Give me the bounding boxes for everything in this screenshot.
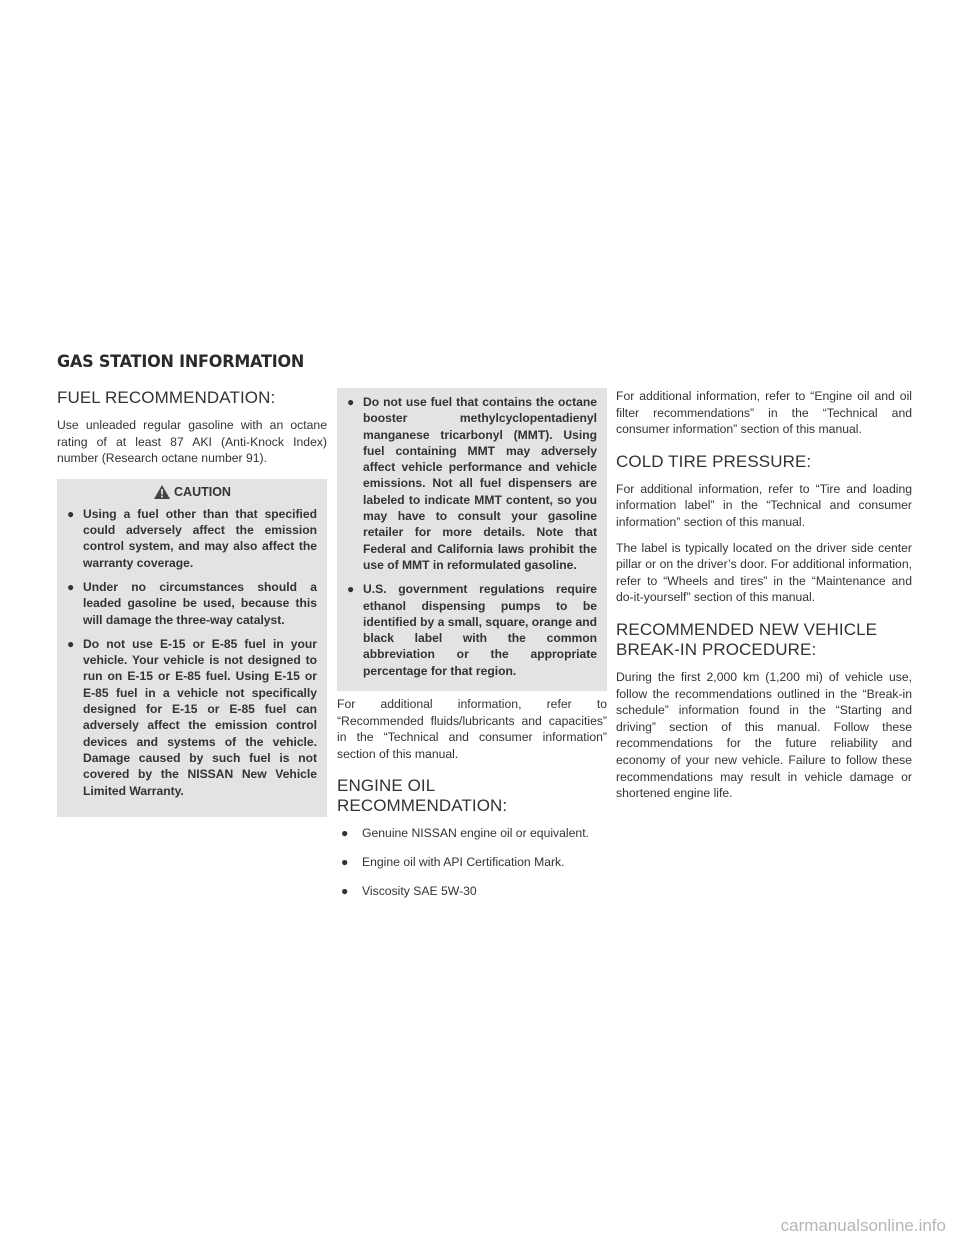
bullet-icon: ● — [341, 883, 349, 898]
tire-body-2: The label is typically located on the driver side center pillar or on the driver’s door. For additional information, refer to “Wheels and tires” in the “Maintenance and do-it-yourself” section of this manual. — [616, 540, 912, 605]
bullet-icon: ● — [341, 855, 349, 870]
column-1 — [57, 388, 327, 817]
section-title: GAS STATION INFORMATION — [57, 352, 305, 371]
caution-box — [57, 479, 327, 817]
breakin-heading — [616, 620, 912, 660]
tire-body-1: For additional information, refer to “Tire and loading information label” in the “Technical and consumer information” section of this manual. — [616, 481, 912, 529]
bullet-icon: ● — [347, 582, 355, 597]
column-2 — [337, 388, 607, 911]
list-item: ● Engine oil with API Certification Mark. — [341, 855, 565, 870]
watermark: carmanualsonline.info — [780, 1216, 946, 1235]
engine-oil-heading: ENGINE OIL RECOMMENDATION: — [337, 776, 508, 816]
engine-oil-list — [337, 825, 607, 899]
tire-heading: COLD TIRE PRESSURE: — [616, 451, 812, 471]
list-item: ● Genuine NISSAN engine oil or equivalent. — [341, 826, 589, 841]
warning-triangle-icon — [153, 484, 171, 500]
caution-box-continued — [337, 388, 607, 691]
column-3 — [616, 388, 912, 811]
caution-list-1 — [67, 506, 317, 799]
fuel-body: Use unleaded regular gasoline with an octane rating of at least 87 AKI (Anti-Knock Index) number (Research octane number 91). — [57, 418, 327, 466]
caution-item: ● Using a fuel other than that specified could adversely affect the emission control system, and may also affect the warranty coverage. — [67, 506, 317, 570]
bullet-icon: ● — [67, 579, 75, 594]
breakin-heading-line1: RECOMMENDED NEW VEHICLE — [616, 619, 878, 639]
breakin-heading-line2: BREAK-IN PROCEDURE: — [616, 639, 817, 659]
fuel-additional-info: For additional information, refer to “Recommended fluids/lubricants and capacities” in the “Technical and consumer information” section of this manual. — [337, 697, 607, 761]
list-item: ● Viscosity SAE 5W-30 — [341, 883, 477, 898]
caution-item: ● Do not use E-15 or E-85 fuel in your vehicle. Your vehicle is not designed to run on E-15 or E-85 fuel. Using E-15 or E-85 fuel in a vehicle not specifically designed for E-15 or E-85 fuel can adversely affect the emission control devices and systems of the vehicle. Damage caused by such fuel is not covered by the NISSAN New Vehicle Limited Warranty. — [67, 636, 317, 798]
bullet-icon: ● — [341, 826, 349, 841]
caution-list-2 — [347, 394, 597, 679]
breakin-body: During the first 2,000 km (1,200 mi) of vehicle use, follow the recommendations outlined in the “Break-in schedule” information found in the “Starting and driving” section of this manual. Follow these recommendations for the future reliability and economy of your new vehicle. Failure to follow these recommendations may result in vehicle damage or shortened engine life. — [616, 669, 912, 801]
engine-oil-additional-info: For additional information, refer to “Engine oil and oil filter recommendations” in the “Technical and consumer information” section of this manual. — [616, 389, 912, 437]
bullet-icon: ● — [67, 506, 75, 521]
caution-item: ● Under no circumstances should a leaded gasoline be used, because this will damage the three-way catalyst. — [67, 579, 317, 627]
fuel-heading: FUEL RECOMMENDATION: — [57, 388, 276, 407]
caution-header — [67, 479, 317, 506]
caution-item: ● U.S. government regulations require ethanol dispensing pumps to be identified by a small, square, orange and black label with the common abbreviation or the appropriate percentage for that region. — [347, 582, 597, 678]
bullet-icon: ● — [347, 395, 355, 409]
caution-item: ● Do not use fuel that contains the octane booster methylcyclopentadienyl manganese tricarbonyl (MMT). Using fuel containing MMT may adversely affect vehicle performance and vehicle emissions. Not all fuel dispensers are labeled to indicate MMT content, so you may have to consult your gasoline retailer for more details. Note that Federal and California laws prohibit the use of MMT in reformulated gasoline. — [347, 395, 597, 572]
caution-label: CAUTION — [174, 485, 231, 500]
bullet-icon: ● — [67, 636, 75, 651]
